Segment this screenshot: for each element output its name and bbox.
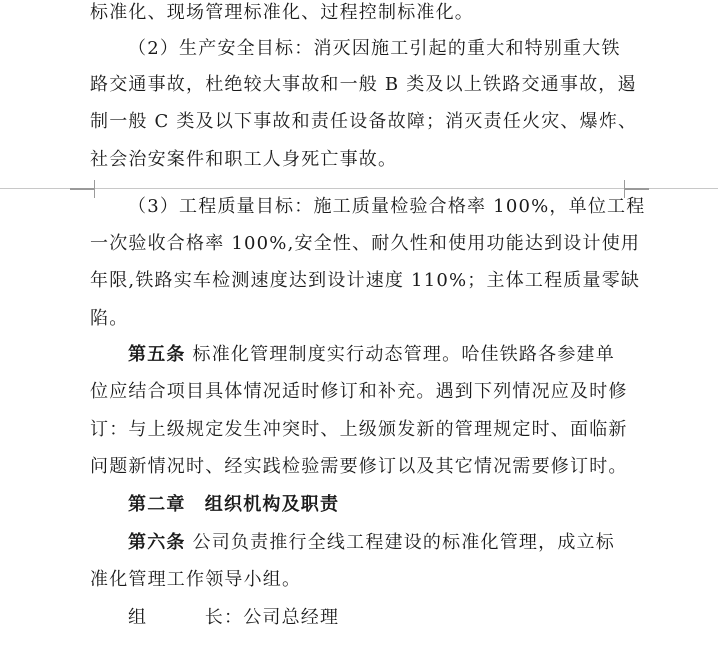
page-break-separator (0, 188, 718, 189)
text-line: 社会治安案件和职工人身死亡事故。 (90, 149, 398, 170)
margin-corner-mark (70, 180, 95, 189)
article-5-label: 第五条 (128, 344, 186, 365)
margin-corner-mark (70, 189, 95, 198)
article-6-text: 公司负责推行全线工程建设的标准化管理，成立标 (185, 532, 615, 553)
text-line: 年限,铁路实车检测速度达到设计速度 110%；主体工程质量零缺 (90, 270, 641, 291)
text-line: （3）工程质量目标：施工质量检验合格率 100%，单位工程 (128, 196, 646, 217)
group-leader-role: 组 长： (128, 607, 244, 628)
text-line: 标准化、现场管理标准化、过程控制标准化。 (90, 2, 474, 23)
article-6-label: 第六条 (128, 532, 186, 553)
text-line: 位应结合项目具体情况适时修订和补充。遇到下列情况应及时修 (90, 381, 628, 402)
group-leader-line (128, 607, 339, 629)
margin-corner-mark (624, 180, 649, 189)
text-line: 订：与上级规定发生冲突时、上级颁发新的管理规定时、面临新 (90, 419, 628, 440)
article-6-first-line (128, 532, 615, 554)
article-5-first-line (128, 344, 615, 366)
text-line: 路交通事故，杜绝较大事故和一般 B 类及以上铁路交通事故，遏 (90, 74, 637, 95)
chapter-2-heading: 第二章 组织机构及职责 (128, 494, 340, 515)
text-line: 问题新情况时、经实践检验需要修订以及其它情况需要修订时。 (90, 456, 628, 477)
text-line: 准化管理工作领导小组。 (90, 569, 302, 590)
text-line: 一次验收合格率 100%,安全性、耐久性和使用功能达到设计使用 (90, 233, 641, 254)
text-line: 制一般 C 类及以下事故和责任设备故障；消灭责任火灾、爆炸、 (90, 111, 638, 132)
text-line: （2）生产安全目标：消灭因施工引起的重大和特别重大铁 (128, 38, 621, 59)
article-5-text: 标准化管理制度实行动态管理。哈佳铁路各参建单 (185, 344, 615, 365)
group-leader-person: 公司总经理 (243, 607, 340, 628)
text-line: 陷。 (90, 308, 129, 329)
